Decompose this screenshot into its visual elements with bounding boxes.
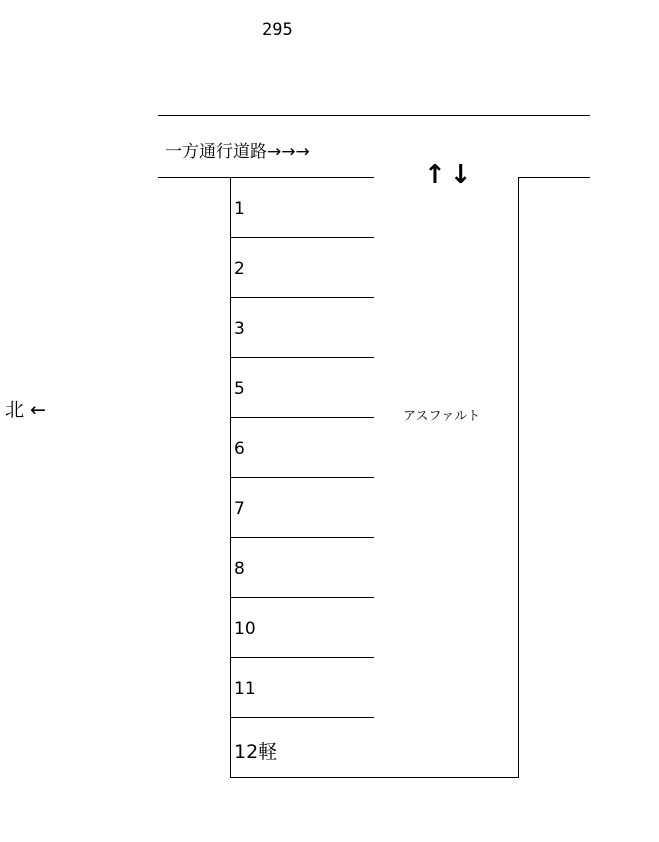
parking-space-label: 3 xyxy=(234,319,245,339)
space-divider xyxy=(230,717,374,718)
parking-space-label: 11 xyxy=(234,679,256,699)
parking-space-label: 10 xyxy=(234,619,256,639)
parking-space-label: 2 xyxy=(234,259,245,279)
one-way-road-label: 一方通行道路→→→ xyxy=(165,142,310,162)
lot-bottom-edge xyxy=(230,777,519,778)
space-divider xyxy=(230,357,374,358)
space-divider xyxy=(230,297,374,298)
parking-space-label: 12軽 xyxy=(234,741,278,763)
surface-material-label: アスファルト xyxy=(403,409,481,424)
road-top-edge xyxy=(158,115,590,116)
space-divider xyxy=(230,657,374,658)
road-bottom-edge-left xyxy=(158,177,374,178)
space-divider xyxy=(230,477,374,478)
parking-space-label: 6 xyxy=(234,439,245,459)
lot-right-edge xyxy=(518,177,519,777)
entrance-arrows: ↑↓ xyxy=(424,160,476,190)
parking-space-label: 7 xyxy=(234,499,245,519)
lot-number: 295 xyxy=(262,20,293,40)
space-divider xyxy=(230,537,374,538)
parking-space-label: 8 xyxy=(234,559,245,579)
parking-space-label: 1 xyxy=(234,199,245,219)
parking-space-label: 5 xyxy=(234,379,245,399)
road-bottom-edge-right xyxy=(518,177,590,178)
north-direction-label: 北 ← xyxy=(5,399,46,421)
space-divider xyxy=(230,597,374,598)
space-divider xyxy=(230,237,374,238)
space-divider xyxy=(230,417,374,418)
